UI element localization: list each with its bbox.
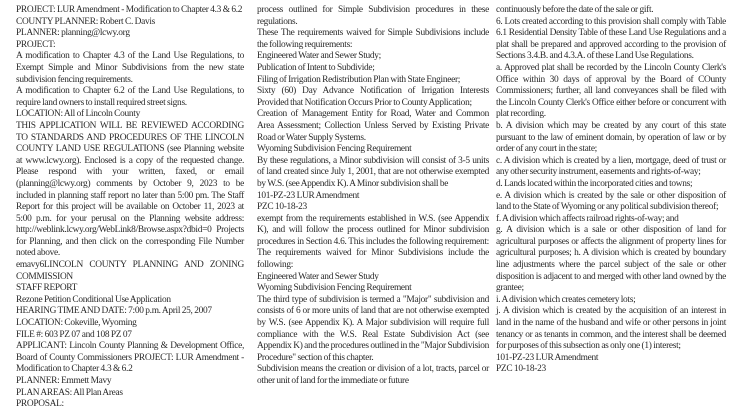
paragraph: Publication of Intent to Subdivide; [257,62,375,73]
paragraph: PZC 10-18-23 [496,364,546,375]
paragraph: exempt from the requirements established in W.S. (see Appendix K), and will follow the process outlined for Minor subdivision procedures in Section 4.6. This includes the following requirement: The requirements waived for Minor Subdivisions include the following: [257,213,489,271]
paragraph: PROPOSAL: [16,399,64,410]
paragraph: Subdivision means the creation or division of a lot, tracts, parcel or other unit of land for the immediate or future [257,364,489,386]
paragraph: d. Lands located within the incorporated cities and towns; [496,178,693,189]
paragraph: Rezone Petition Conditional Use Application [16,294,171,305]
paragraph: Engineered Water and Sewer Study [257,271,379,282]
paragraph: A modification to Chapter 4.3 of the Land Use Regulations, to Exempt Simple and Minor Subdivisions from the new state subdivision fencing requirements. [16,51,244,85]
paragraph: continuously before the date of the sale or gift. [496,5,654,15]
paragraph: emavy6LINCOLN COUNTY PLANNING AND ZONING COMMISSION [16,260,244,282]
paragraph: Wyoming Subdivision Fencing Requirement [257,144,412,155]
paragraph: g. A division which is a sale or other disposition of land for agricultural purposes or affects the alignment of property lines for agricultural purposes; h. A division which is created by boundary line adjustments where the parcel subject of the sale or other disposition is adjacent to and merged with other land owned by the grantee; [496,225,726,294]
paragraph: The third type of subdivision is termed a "Major" subdivision and consists of 6 or more units of land that are not otherwise exempted by W.S. (see Appendix K). A Major subdivision will require full compliance with the W.S. Real Estate Subdivision Act (see Appendix K) and the procedures outlined in the "Major Subdivision Procedure" section of this chapter. [257,294,489,363]
paragraph: Creation of Management Entity for Road, Water and Common Area Assessment; Collection Unless Served by Existing Private Road or Water Supply Systems. [257,109,489,143]
paragraph: These The requirements waived for Simple Subdivisions include the following requirements: [257,28,489,50]
paragraph: a. Approved plat shall be recorded by the Lincoln County Clerk's Office within 30 days of approval by the Board of COunty Commissioners; further, all land conveyances shall be filed with the Lincoln County Clerk's Office either before or concurrent with plat recording. [496,62,726,120]
paragraph: i. A division which creates cemetery lots; [496,294,636,305]
paragraph: Filing of Irrigation Redistribution Plan with State Engineer; [257,74,461,85]
paragraph: Engineered Water and Sewer Study; [257,51,381,62]
paragraph: PZC 10-18-23 [257,202,307,213]
column-3 [496,0,726,376]
paragraph: f. A division which affects railroad rights-of-way; and [496,213,679,224]
paragraph: APPLICANT: Lincoln County Planning & Development Office, Board of County Commissioners PROJECT: LUR Amendment - Modification to Chapter 4.3 & 6.2 [16,341,244,375]
paragraph: HEARING TIME AND DATE: 7:00 p.m. April 25, 2007 [16,306,212,317]
paragraph: e. A division which is created by the sale or other disposition of land to the State of Wyoming or any political subdivision thereof; [496,190,726,213]
paragraph: c. A division which is created by a lien, mortgage, deed of trust or any other security instrument, easements and rights-of-way; [496,155,726,178]
paragraph: b. A division which may be created by any court of this state pursuant to the law of eminent domain, by operation of law or by order of any court in the state; [496,120,726,155]
paragraph: THIS APPLICATION WILL BE REVIEWED ACCORDING TO STANDARDS AND PROCEDURES OF THE LINCOLN COUNTY LAND USE REGULATIONS (see Planning website at www.lcwy.org). Enclosed is a copy of the requested change. Please respond with your written, faxed, or email (planning@lcwy.org) comments by October 9, 2023 to be included in planning staff report no later than 5:00 pm. The Staff Report for this project will be available on October 11, 2023 at 5:00 p.m. for your perusal on the Planning website address: http://weblink.lcwy.org/WebLink8/Browse.aspx?dbid=0 Projects for Planning, and then click on the corresponding File Number noted above. [16,120,244,259]
paragraph: 101-PZ-23 LUR Amendment [257,190,360,201]
paragraph: STAFF REPORT [16,283,78,294]
paragraph: LOCATION: Cokeville, Wyoming [16,318,137,329]
paragraph: FILE #: 603 PZ 07 and 108 PZ 07 [16,329,132,340]
paragraph: PROJECT: [16,39,56,50]
paragraph: 6. Lots created according to this provision shall comply with Table 6.1 Residential Density Table of these Land Use Regulations and a plat shall be prepared and approved according to the provision of Sections 3.4.B. and 4.3.A. of these Land Use Regulations. [496,16,726,62]
paragraph: By these regulations, a Minor subdivision will consist of 3-5 units of land created since July 1, 2001, that are not otherwise exempted by W.S. (see Appendix K). A Minor subdivision shall be [257,155,489,189]
paragraph: LOCATION: All of Lincoln County [16,109,140,120]
paragraph: A modification to Chapter 6.2 of the Land Use Regulations, to require land owners to install required street signs. [16,86,244,108]
paragraph: PLAN AREAS: All Plan Areas [16,387,123,398]
paragraph: Sixty (60) Day Advance Notification of Irrigation Interests Provided that Notification Occurs Prior to County Application; [257,86,489,108]
column-2 [257,0,489,388]
paragraph: Wyoming Subdivision Fencing Requirement [257,283,412,294]
paragraph: PLANNER: planning@lcwy.org [16,28,130,39]
paragraph: 101-PZ-23 LUR Amendment [496,352,599,363]
paragraph: process outlined for Simple Subdivision procedures in these regulations. [257,5,489,27]
column-1 [16,0,244,411]
paragraph: COUNTY PLANNER: Robert C. Davis [16,16,156,27]
paragraph: PLANNER: Emmett Mavy [16,376,112,386]
paragraph: j. A division which is created by the acquisition of an interest in land in the name of the husband and wife or other persons in joint tenancy or as tenants in common, and the interest shall be deemed for purposes of this subsection as only one (1) interest; [496,306,726,352]
paragraph: PROJECT: LUR Amendment - Modification to Chapter 4.3 & 6.2 [16,5,243,15]
